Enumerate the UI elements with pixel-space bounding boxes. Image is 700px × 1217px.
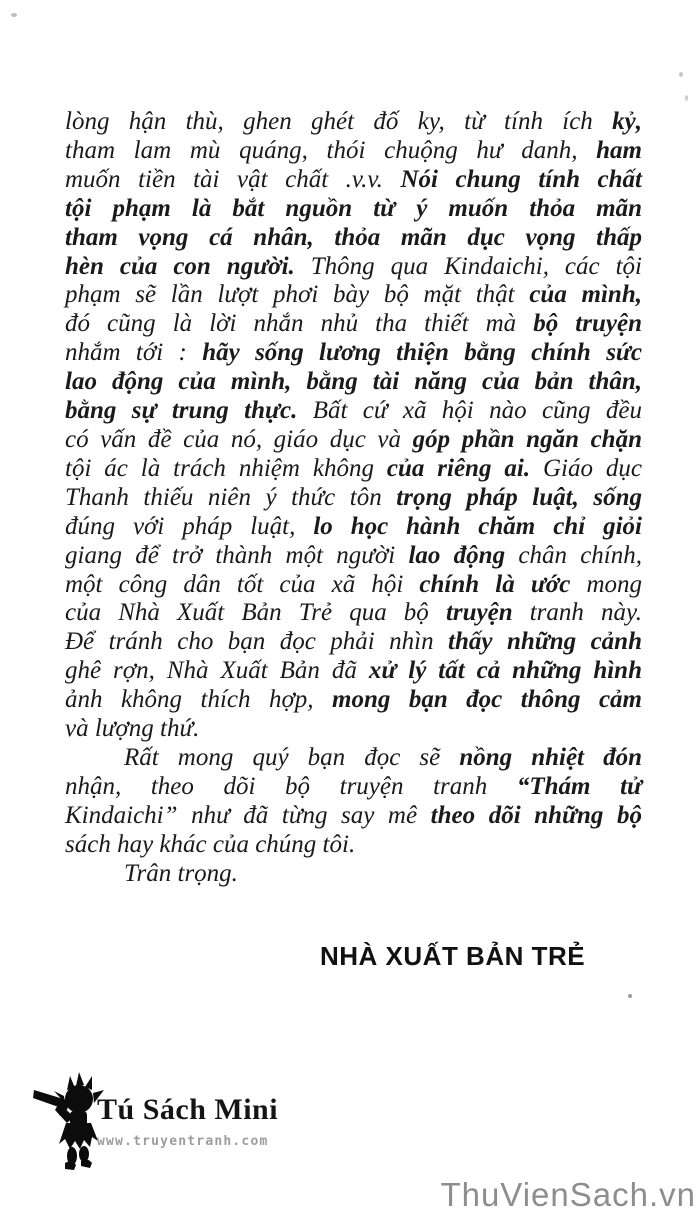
text-line: tham lam mù quáng, thói chuộng hư danh, ham — [65, 136, 642, 164]
text-line: đó cũng là lời nhắn nhủ tha thiết mà bộ truyện — [65, 310, 642, 338]
logo-url: www.truyentranh.com — [97, 1134, 269, 1149]
logo-title: Tú Sách Mini — [97, 1093, 279, 1126]
text-line: Rất mong quý bạn đọc sẽ nồng nhiệt đón — [124, 743, 642, 771]
text-line: Để tránh cho bạn đọc phải nhìn thấy những cảnh — [65, 628, 642, 656]
text-line: Trân trọng. — [124, 859, 238, 887]
text-line: ảnh không thích hợp, mong bạn đọc thông cảm — [65, 686, 642, 714]
publisher-name: NHÀ XUẤT BẢN TRẺ — [320, 941, 586, 971]
text-line: phạm sẽ lần lượt phơi bày bộ mặt thật của mình, — [65, 281, 642, 309]
scan-speck — [11, 13, 17, 17]
text-line: lao động của mình, bằng tài năng của bản thân, — [65, 368, 642, 396]
text-line: giang để trở thành một người lao động chân chính, — [65, 541, 643, 569]
text-line: ghê rợn, Nhà Xuất Bản đã xử lý tất cả những hình — [65, 657, 642, 685]
text-line: một công dân tốt của xã hội chính là ước mong — [65, 570, 642, 598]
text-line: Thanh thiếu niên ý thức tôn trọng pháp luật, sống — [65, 483, 642, 511]
text-line: nhận, theo dõi bộ truyện tranh “Thám tử — [65, 772, 642, 800]
text-line: muốn tiền tài vật chất .v.v. Nói chung tính chất — [65, 165, 643, 193]
site-watermark: ThuVienSach.vn — [440, 1176, 696, 1213]
text-line: Kindaichi” như đã từng say mê theo dõi những bộ — [65, 801, 642, 829]
text-line: đúng với pháp luật, lo học hành chăm chỉ giỏi — [65, 512, 642, 540]
text-line: tham vọng cá nhân, thỏa mãn dục vọng thấp — [65, 223, 642, 251]
text-line: lòng hận thù, ghen ghét đố ky, từ tính ích kỷ, — [65, 108, 642, 135]
text-line: và lượng thứ. — [65, 715, 200, 743]
text-line: của Nhà Xuất Bản Trẻ qua bộ truyện tranh này. — [65, 599, 642, 627]
text-line: có vấn đề của nó, giáo dục và góp phần ngăn chặn — [65, 425, 642, 453]
text-line: tội ác là trách nhiệm không của riêng ai. Giáo dục — [65, 454, 642, 482]
scan-speck — [628, 994, 632, 998]
scan-speck — [685, 95, 688, 101]
text-line: bằng sự trung thực. Bất cứ xã hội nào cũng đều — [65, 397, 642, 425]
text-line: hèn của con người. Thông qua Kindaichi, các tội — [65, 252, 642, 280]
text-line: nhắm tới : hãy sống lương thiện bằng chính sức — [65, 339, 642, 367]
body-text — [65, 108, 642, 888]
scan-speck — [679, 72, 683, 77]
text-line: sách hay khác của chúng tôi. — [65, 830, 356, 858]
text-line: tội phạm là bắt nguồn từ ý muốn thỏa mãn — [65, 194, 642, 222]
